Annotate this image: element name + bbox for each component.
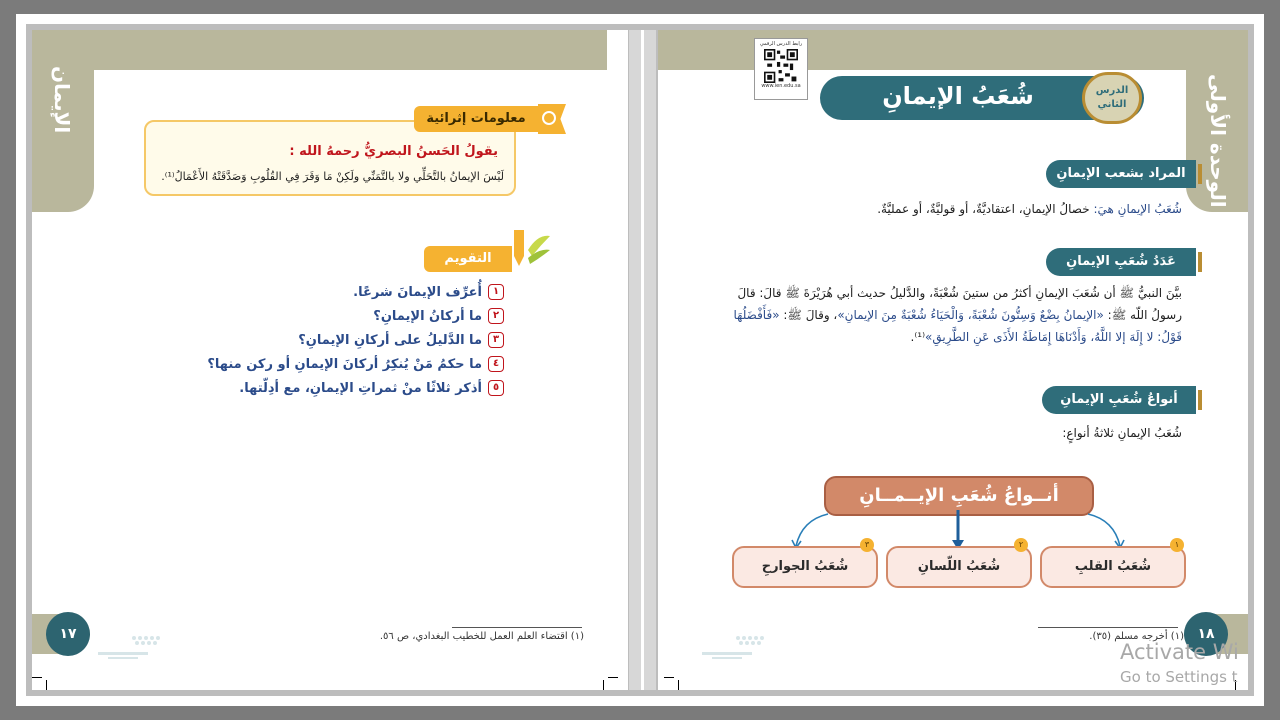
types-intro: شُعَبُ الإيمانِ ثلاثةُ أنواعٍ: [1062, 426, 1182, 440]
count-line-2 [722, 304, 1182, 326]
enrichment-quote-author: يقولُ الحَسنُ البصريُّ رحمهُ الله : [289, 144, 498, 159]
crop-mark [603, 680, 604, 690]
type-limbs-box: شُعَبُ الجوارحِ [732, 546, 878, 588]
definition-body: خصالُ الإيمانِ، اعتقاديَّةٌ، أو قوليَّةٌ، أو عمليَّةٌ. [877, 202, 1094, 216]
crop-mark [32, 677, 42, 678]
question-number: ٥ [488, 380, 504, 396]
qr-card[interactable] [754, 38, 808, 100]
type-tongue-box: شُعَبُ اللّسانِ [886, 546, 1032, 588]
footnote-rule [452, 627, 582, 628]
footnote-rule [1038, 627, 1178, 628]
lesson-badge: الدرس الثاني [1082, 72, 1142, 124]
ministry-logo-icon [94, 632, 170, 662]
hadith-quote-2-start: «فَأَفْضَلُهَا [733, 308, 780, 322]
os-activation-watermark-title: Activate Wi [1120, 640, 1239, 664]
qr-caption: رابط الدرس الرقمي [759, 41, 803, 47]
crop-mark [664, 677, 674, 678]
question-number: ١ [488, 284, 504, 300]
question-text: أُعرِّف الإيمانَ شرعًا. [353, 284, 482, 300]
top-band [32, 30, 607, 70]
types-diagram-title: أنــواعُ شُعَبِ الإيــمــانِ [824, 476, 1094, 516]
right-page [658, 30, 1248, 690]
definition-term: شُعَبُ الإيمانِ هيَ: [1093, 202, 1182, 216]
lesson-title-banner [820, 76, 1144, 120]
hadith-quote-2-end: قَوْلُ: لا إِلَهَ إلا اللَّهُ، وَأَدْنَاهَا إِمَاطَةُ الأَذَى عَنِ الطَّرِيقِ» [925, 330, 1182, 344]
os-activation-watermark-link[interactable]: Go to Settings t [1120, 668, 1238, 686]
page-number: ١٨ [1184, 612, 1228, 656]
question-number: ٢ [488, 308, 504, 324]
question-item [182, 328, 504, 352]
question-item [182, 280, 504, 304]
question-text: ما الدَّليلُ على أركانِ الإيمانِ؟ [298, 332, 482, 348]
lesson-title: شُعَبُ الإيمانِ [882, 82, 1034, 110]
question-text: أذكر ثلاثًا منْ ثمراتِ الإيمانِ، مع أدِلّتها. [239, 380, 482, 396]
question-text: ما أركانُ الإيمانِ؟ [373, 308, 482, 324]
question-item [182, 352, 504, 376]
footnote: (١) اقتضاء العلم العمل للخطيب البغدادي، ص ٥٦. [379, 631, 584, 642]
side-title: الإيمان [50, 66, 74, 134]
hadith-quote-1: «الإيمانُ بِضْعٌ وَسِتُّونَ شُعْبَةً، وَالْحَيَاءُ شُعْبَةٌ مِنَ الإيمانِ» [837, 308, 1104, 322]
qr-url: www.ien.edu.sa [761, 83, 801, 89]
hadith-connector: ، وقالَ ﷺ: [779, 308, 838, 322]
qr-code-icon[interactable] [764, 49, 798, 83]
type-number: ٣ [860, 538, 874, 552]
crop-mark [608, 677, 618, 678]
section-heading-count: عَدَدُ شُعَبِ الإيمانِ [1046, 248, 1196, 276]
unit-side-title: الوحدة الأولى [1206, 74, 1230, 208]
book-spine [629, 30, 656, 690]
question-number: ٣ [488, 332, 504, 348]
section-heading-types: أنواعُ شُعَبِ الإيمانِ [1042, 386, 1196, 414]
footnote-ref: ⁽¹⁾. [910, 330, 926, 344]
page-number: ١٧ [46, 612, 90, 656]
question-item [182, 304, 504, 328]
enrichment-quote-text: لَيْسَ الإيمانُ بالتَّحَلِّي ولا بالتَّمَنِّي ولَكِنْ مَا وَقَرَ فِي القُلُوبِ وَصَدَّقَتْهُ الأَعْمَالُ⁽¹⁾. [161, 170, 504, 183]
info-icon [538, 104, 566, 134]
section-count-text [722, 282, 1182, 348]
count-line-1: بيَّنَ النبيُّ ﷺ أن شُعَبَ الإيمانِ أكثرُ من ستينَ شُعْبَةً، والدَّليلُ حديث أبي هُرَيْرَةَ ﷺ قالَ: قالَ [737, 286, 1182, 300]
type-number: ١ [1170, 538, 1184, 552]
question-item [182, 376, 504, 400]
footnote: (١) أخرجه مسلم (٣٥). [1089, 631, 1184, 642]
enrichment-label: معلومات إثرائية [414, 106, 538, 132]
top-band [658, 30, 1248, 70]
section-heading-meaning: المراد بشعب الإيمانِ [1046, 160, 1196, 188]
section-meaning-text [877, 198, 1182, 220]
type-heart-box: شُعَبُ القلبِ [1040, 546, 1186, 588]
question-number: ٤ [488, 356, 504, 372]
pencil-book-icon [510, 226, 550, 270]
ministry-logo-icon [698, 632, 774, 662]
crop-mark [46, 680, 47, 690]
question-list [182, 280, 504, 400]
left-page [32, 30, 628, 690]
viewer-frame [16, 14, 1264, 706]
book-spread [26, 24, 1254, 696]
crop-mark [678, 680, 679, 690]
type-number: ٢ [1014, 538, 1028, 552]
evaluation-label: التقويم [424, 246, 512, 272]
hadith-intro: رسولُ اللّه ﷺ: [1103, 308, 1182, 322]
question-text: ما حكمُ مَنْ يُنكِرُ أركانَ الإيمانِ أو ركن منها؟ [207, 356, 482, 372]
count-line-3 [722, 326, 1182, 348]
